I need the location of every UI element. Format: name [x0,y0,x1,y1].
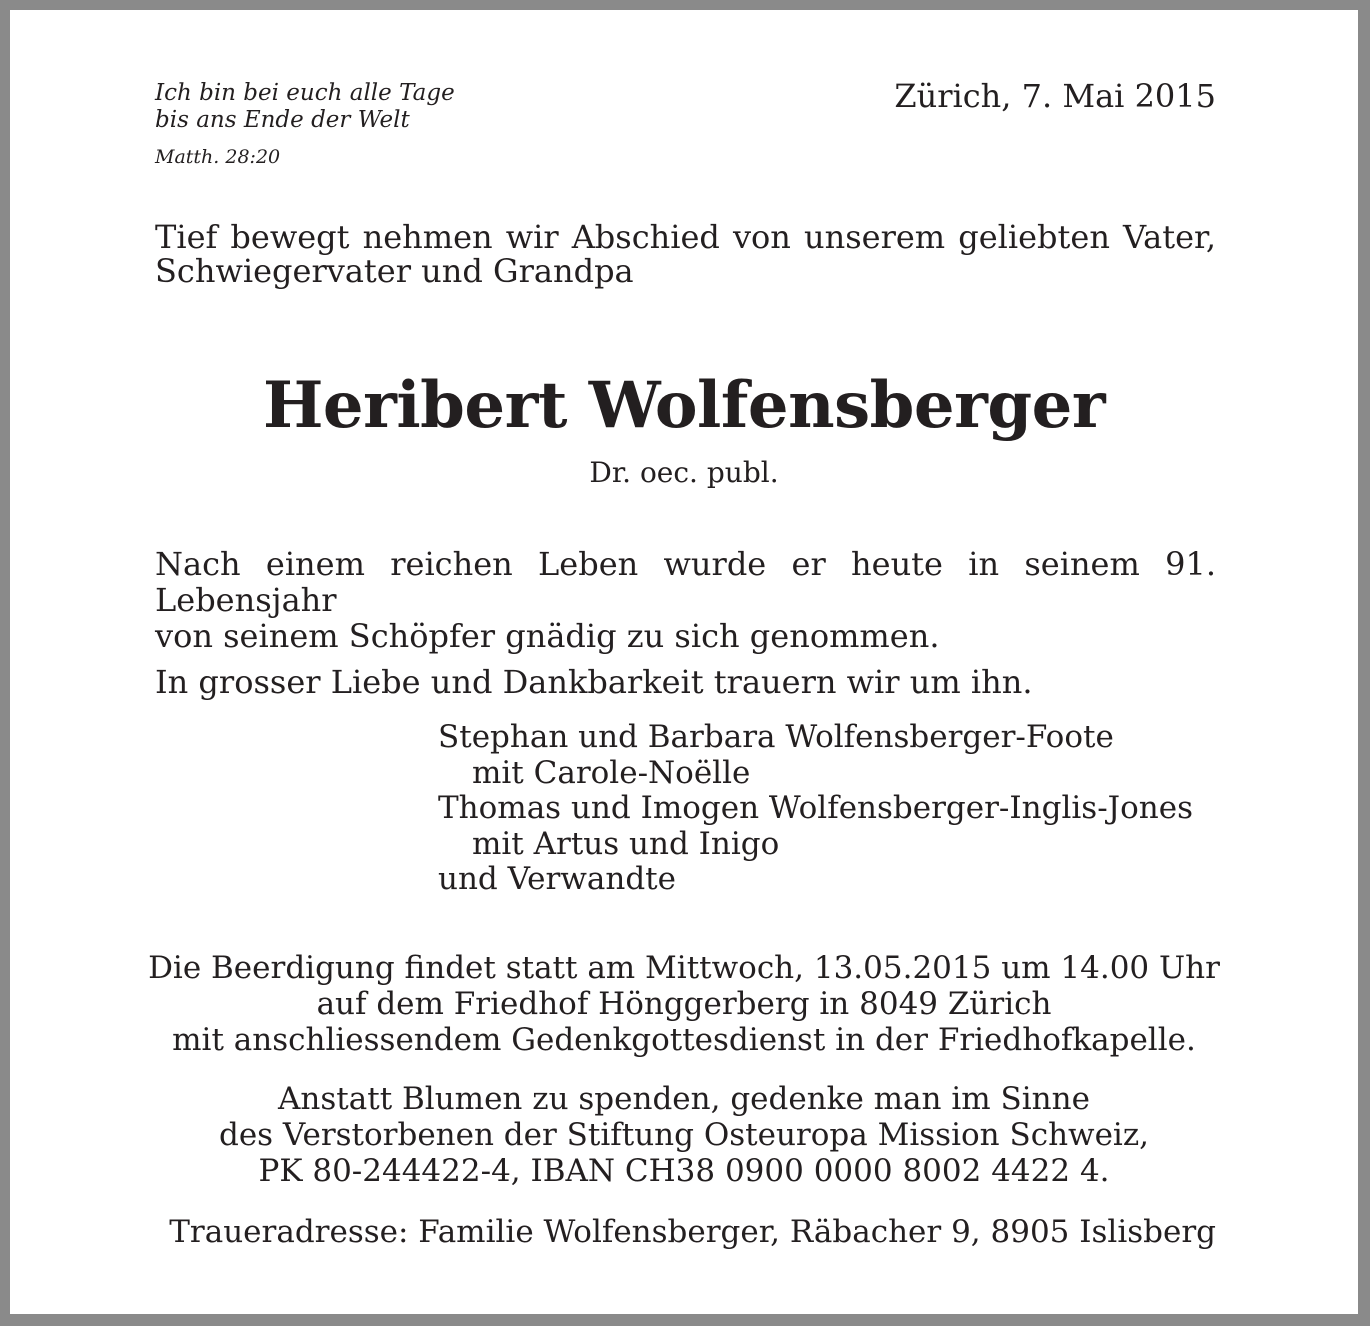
mourning-address: Traueradresse: Familie Wolfensberger, Räbacher 9, 8905 Islisberg [169,1214,1216,1250]
funeral-info [10,950,1358,1058]
donation-info [10,1081,1358,1189]
verse-line-2: bis ans Ende der Welt [155,107,410,133]
funeral-line-1: Die Beerdigung findet statt am Mittwoch, 13.05.2015 um 14.00 Uhr [148,950,1220,986]
donation-line-3: PK 80-244422-4, IBAN CH38 0900 0000 8002 4422 4. [258,1153,1110,1189]
verse-line-1: Ich bin bei euch alle Tage [155,80,455,106]
signer-line: Thomas und Imogen Wolfensberger-Inglis-Jones [438,790,1193,826]
signer-line: und Verwandte [438,861,676,897]
signer-line: mit Artus und Inigo [472,825,780,862]
deceased-name: Heribert Wolfensberger [262,368,1106,443]
funeral-line-2: auf dem Friedhof Hönggerberg in 8049 Zürich [316,986,1052,1022]
place-date: Zürich, 7. Mai 2015 [894,77,1216,115]
intro-line-2: Schwiegervater und Grandpa [155,252,634,290]
obituary-card [10,10,1358,1314]
bible-verse [155,80,455,168]
funeral-line-3: mit anschliessendem Gedenkgottesdienst in der Friedhofkapelle. [172,1022,1196,1058]
message-line-2: von seinem Schöpfer gnädig zu sich genommen. [155,617,940,655]
intro-line-1: Tief bewegt nehmen wir Abschied von unserem geliebten Vater, [155,218,1216,256]
message-line-1: Nach einem reichen Leben wurde er heute in seinem 91. Lebensjahr [155,545,1216,619]
message-line-3: In grosser Liebe und Dankbarkeit trauern wir um ihn. [155,663,1033,701]
donation-line-1: Anstatt Blumen zu spenden, gedenke man im Sinne [278,1081,1090,1117]
donation-line-2: des Verstorbenen der Stiftung Osteuropa Mission Schweiz, [218,1117,1150,1153]
signer-line: mit Carole-Noëlle [472,754,751,791]
verse-reference: Matth. 28:20 [155,146,281,168]
signer-line: Stephan und Barbara Wolfensberger-Foote [438,719,1114,755]
academic-title: Dr. oec. publ. [589,456,779,489]
intro-text [155,220,1216,288]
signers-list [438,720,1193,898]
message-text [155,546,1216,700]
